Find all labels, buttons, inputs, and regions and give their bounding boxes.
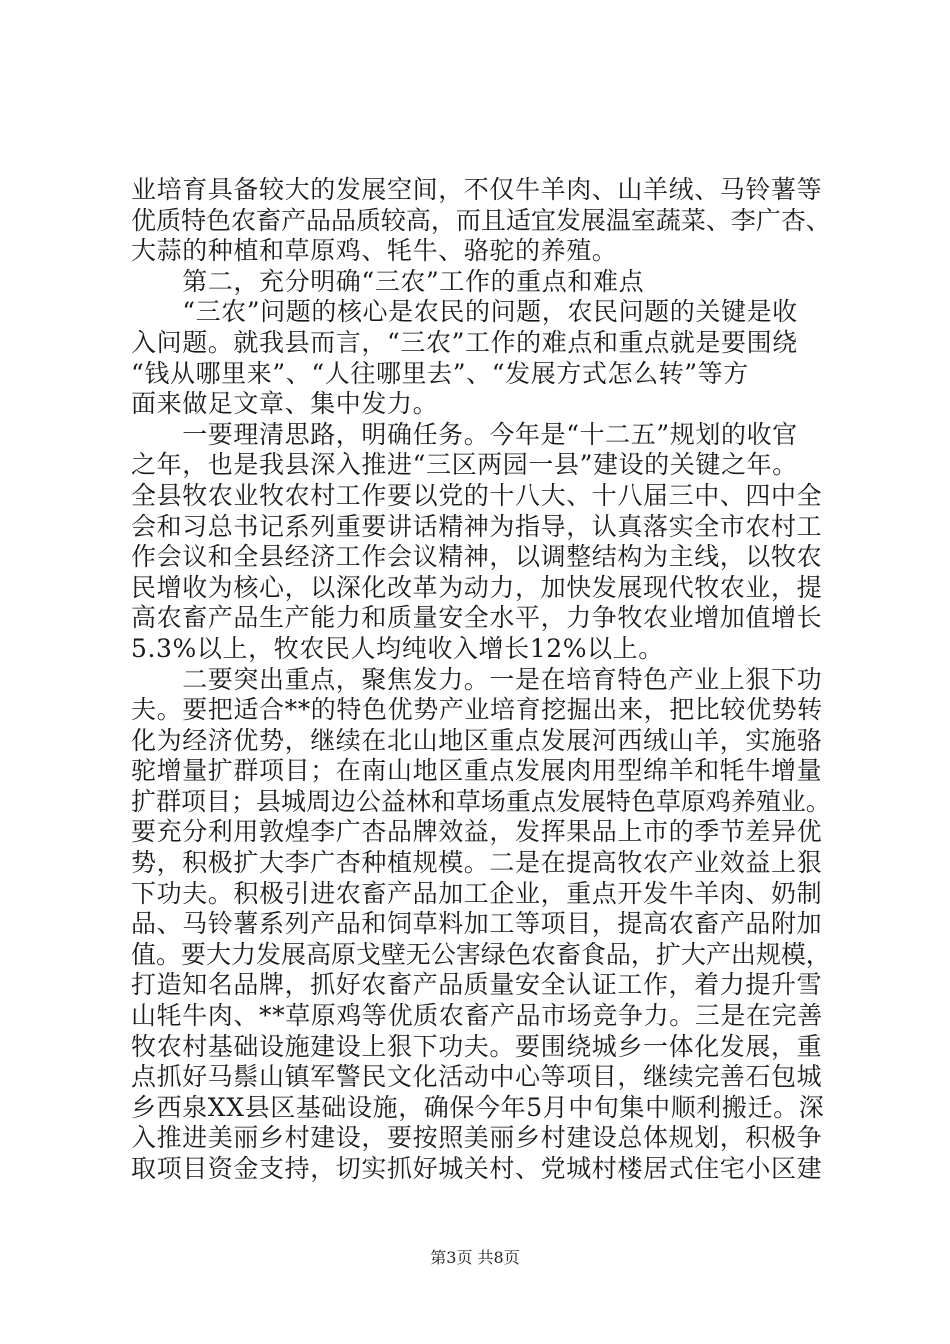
- text-line: 乡西泉XX县区基础设施，确保今年5月中旬集中顺利搬迁。深: [131, 1092, 825, 1122]
- text-line: 二要突出重点，聚焦发力。一是在培育特色产业上狠下功: [131, 664, 823, 694]
- text-line: 牧农村基础设施建设上狠下功夫。要围绕城乡一体化发展，重: [131, 1031, 823, 1061]
- text-line: 点抓好马鬃山镇军警民文化活动中心等项目，继续完善石包城: [131, 1062, 823, 1092]
- body-text: [131, 175, 831, 1185]
- text-line: 入推进美丽乡村建设，要按照美丽乡村建设总体规划，积极争: [131, 1123, 823, 1153]
- text-line: 打造知名品牌，抓好农畜产品质量安全认证工作，着力提升雪: [131, 970, 823, 1000]
- text-line: 势，积极扩大李广杏种植规模。二是在提高牧农产业效益上狠: [131, 848, 823, 878]
- text-line: 驼增量扩群项目；在南山地区重点发展肉用型绵羊和牦牛增量: [131, 756, 823, 786]
- text-line: 民增收为核心，以深化改革为动力，加快发展现代牧农业，提: [131, 572, 823, 602]
- text-line: 第二，充分明确“三农”工作的重点和难点: [131, 266, 645, 296]
- text-line: 一要理清思路，明确任务。今年是“十二五”规划的收官: [131, 419, 798, 449]
- text-line: 之年，也是我县深入推进“三区两园一县”建设的关键之年。: [131, 450, 798, 480]
- text-line: 业培育具备较大的发展空间，不仅牛羊肉、山羊绒、马铃薯等: [131, 175, 823, 204]
- text-line: 作会议和全县经济工作会议精神，以调整结构为主线，以牧农: [131, 542, 823, 572]
- text-line: 值。要大力发展高原戈壁无公害绿色农畜食品，扩大产出规模，: [131, 939, 831, 969]
- text-line: 要充分利用敦煌李广杏品牌效益，发挥果品上市的季节差异优: [131, 817, 823, 847]
- text-line: 全县牧农业牧农村工作要以党的十八大、十八届三中、四中全: [131, 480, 823, 510]
- text-line: 入问题。就我县而言，“三农”工作的难点和重点就是要围绕: [131, 327, 798, 357]
- text-line: 夫。要把适合**的特色优势产业培育挖掘出来，把比较优势转: [131, 695, 823, 725]
- text-line: 高农畜产品生产能力和质量安全水平，力争牧农业增加值增长: [131, 603, 823, 633]
- text-line: 扩群项目；县城周边公益林和草场重点发展特色草原鸡养殖业。: [131, 786, 831, 816]
- text-line: “钱从哪里来”、“人往哪里去”、“发展方式怎么转”等方: [131, 358, 749, 388]
- text-line: 会和习总书记系列重要讲话精神为指导，认真落实全市农村工: [131, 511, 823, 541]
- text-line: 化为经济优势，继续在北山地区重点发展河西绒山羊，实施骆: [131, 725, 823, 755]
- page-footer: 第3页 共8页: [430, 1248, 520, 1267]
- text-line: “三农”问题的核心是农民的问题，农民问题的关键是收: [131, 297, 798, 327]
- text-line: 取项目资金支持，切实抓好城关村、党城村楼居式住宅小区建: [131, 1154, 823, 1183]
- text-line: 5.3%以上，牧农民人均纯收入增长12%以上。: [131, 633, 664, 663]
- text-line: 山牦牛肉、**草原鸡等优质农畜产品市场竞争力。三是在完善: [131, 1001, 823, 1031]
- text-line: 大蒜的种植和草原鸡、牦牛、骆驼的养殖。: [131, 236, 618, 266]
- text-line: 品、马铃薯系列产品和饲草料加工等项目，提高农畜产品附加: [131, 909, 823, 939]
- text-line: 面来做足文章、集中发力。: [131, 389, 439, 419]
- text-line: 下功夫。积极引进农畜产品加工企业，重点开发牛羊肉、奶制: [131, 878, 823, 908]
- text-line: 优质特色农畜产品品质较高，而且适宜发展温室蔬菜、李广杏、: [131, 205, 831, 235]
